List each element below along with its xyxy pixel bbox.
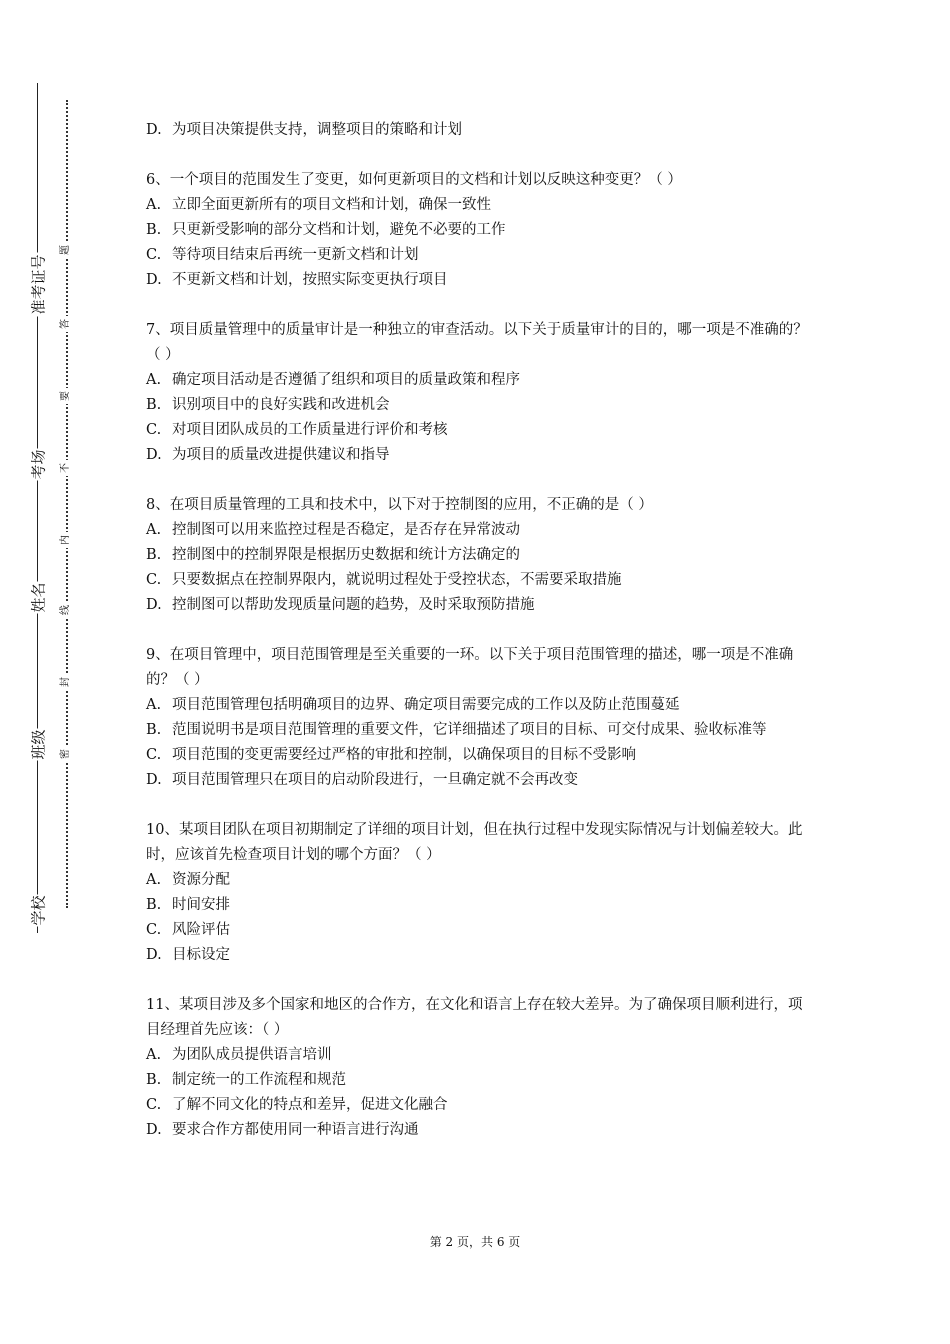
option: D. 项目范围管理只在项目的启动阶段进行，一旦确定就不会再改变 [146,772,578,788]
label-exam-number: 准考证号 [26,253,51,317]
label-school: 学校 [26,895,51,927]
option: D. 目标设定 [146,947,230,963]
question-content [146,118,816,1168]
option: A. 资源分配 [146,872,230,888]
option: C. 项目范围的变更需要经过严格的审批和控制，以确保项目的目标不受影响 [146,747,636,763]
binding-dotted-line [66,100,68,908]
option: B. 时间安排 [146,897,230,913]
option: B. 制定统一的工作流程和规范 [146,1072,346,1088]
question-9 [146,643,816,793]
label-class: 班级 [26,729,51,761]
option: C. 只要数据点在控制界限内，就说明过程处于受控状态，不需要采取措施 [146,572,622,588]
question-text: 8、在项目质量管理的工具和技术中，以下对于控制图的应用，不正确的是（ ） [146,497,653,513]
question-7 [146,318,816,468]
option: A. 确定项目活动是否遵循了组织和项目的质量政策和程序 [146,372,520,388]
seal-char: 要 [60,388,72,404]
question-text: 11、某项目涉及多个国家和地区的合作方，在文化和语言上存在较大差异。为了确保项目顺利进行，项目经理首先应该：（ ） [146,997,803,1038]
option: D. 为项目决策提供支持，调整项目的策略和计划 [146,122,462,138]
option: D. 要求合作方都使用同一种语言进行沟通 [146,1122,419,1138]
seal-char: 封 [60,674,72,690]
question-10 [146,818,816,968]
label-exam-room: 考场 [26,449,51,481]
question-text: 6、一个项目的范围发生了变更，如何更新项目的文档和计划以反映这种变更？（ ） [146,172,682,188]
seal-char: 线 [60,602,72,618]
question-11 [146,993,816,1143]
option: D. 为项目的质量改进提供建议和指导 [146,447,390,463]
seal-char: 答 [60,316,72,332]
option: D. 不更新文档和计划，按照实际变更执行项目 [146,272,448,288]
option: C. 了解不同文化的特点和差异，促进文化融合 [146,1097,448,1113]
option: A. 项目范围管理包括明确项目的边界、确定项目需要完成的工作以及防止范围蔓延 [146,697,680,713]
question-6 [146,168,816,293]
option: A. 为团队成员提供语言培训 [146,1047,332,1063]
question-block-5-continued [146,118,816,143]
binding-margin [0,0,100,1344]
question-8 [146,493,816,618]
option: C. 风险评估 [146,922,230,938]
seal-char: 不 [60,460,72,476]
option: A. 控制图可以用来监控过程是否稳定，是否存在异常波动 [146,522,520,538]
binding-solid-line [37,83,38,933]
question-text: 10、某项目团队在项目初期制定了详细的项目计划，但在执行过程中发现实际情况与计划偏差较大。此时，应该首先检查项目计划的哪个方面？（ ） [146,822,803,863]
seal-char: 内 [60,532,72,548]
label-name: 姓名 [26,582,51,614]
question-text: 7、项目质量管理中的质量审计是一种独立的审查活动。以下关于质量审计的目的，哪一项是不准确的？（ ） [146,322,808,363]
question-text: 9、在项目管理中，项目范围管理是至关重要的一环。以下关于项目范围管理的描述，哪一项是不准确的？（ ） [146,647,794,688]
option: B. 控制图中的控制界限是根据历史数据和统计方法确定的 [146,547,520,563]
option: B. 只更新受影响的部分文档和计划，避免不必要的工作 [146,222,506,238]
option: B. 识别项目中的良好实践和改进机会 [146,397,390,413]
seal-char: 题 [60,242,72,258]
seal-char: 密 [60,746,72,762]
page-footer: 第 2 页，共 6 页 [429,1235,521,1249]
option: D. 控制图可以帮助发现质量问题的趋势，及时采取预防措施 [146,597,535,613]
option: C. 等待项目结束后再统一更新文档和计划 [146,247,419,263]
option: C. 对项目团队成员的工作质量进行评价和考核 [146,422,448,438]
option: B. 范围说明书是项目范围管理的重要文件，它详细描述了项目的目标、可交付成果、验收标准等 [146,722,767,738]
option: A. 立即全面更新所有的项目文档和计划，确保一致性 [146,197,491,213]
